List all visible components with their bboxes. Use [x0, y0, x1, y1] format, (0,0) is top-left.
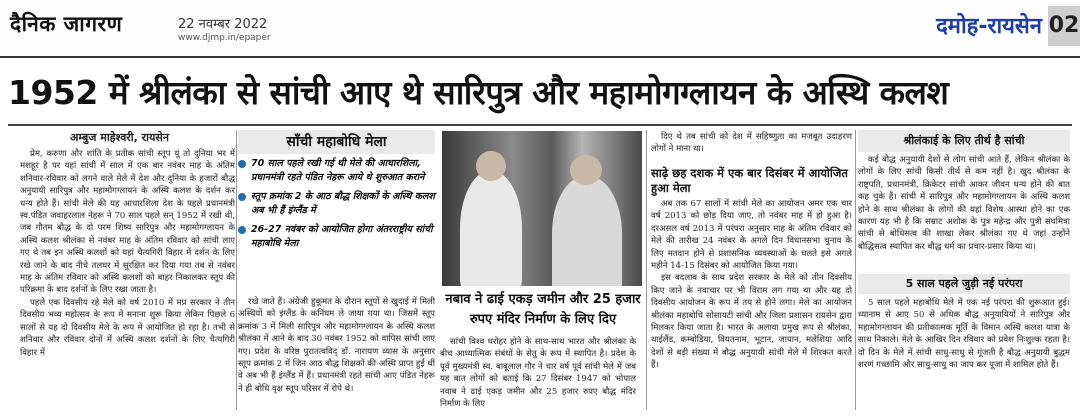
paragraph: पहले एक दिवसीय रहे मेले को वर्ष 2010 में मप्र सरकार ने तीन दिवसीय भव्य महोत्सव के रूप में मनाना शुरू किया लेकिन पिछले 6 सालों से यह दो दिवसीय मेले के रूप में आयोजित हो रहा है। तभी से शनिवार और रविवार दोनों में अस्थि कलश दर्शनों के लिए चैत्यगिरी विहार में — [20, 297, 235, 358]
list-item — [238, 157, 435, 185]
byline: अम्बुज माहेश्वरी, रायसेन — [70, 131, 169, 144]
epaper-url[interactable]: www.djmp.in/epaper — [178, 33, 271, 43]
paragraph: रखे जाते हैं। अंग्रेजी हुकूमत के दौरान स्तूपों से खुदाई में मिली अस्थियों को इंग्लैंड के कनिंघम ले जाया गया था। जिसमें स्तूप क्रमांक 3 में मिली सारिपुत्र और महामोगग्लायन के अस्थि कलश श्रीलंका में आने के बाद 30 नवंबर 1952 को वापिस सांची लाए गए। प्रदेश के वरिष्ठ पुरातत्वविद् डॉ. नारायण व्यास के अनुसार स्तूप क्रमांक 2 में जिन आठ बौद्ध शिक्षकों की अस्थि प्राप्त हुईं थीं वे अब भी हैं इंग्लैंड में हैं। प्रधानमंत्री रहते सांची आए पंडित नेहरू ने ही बोधि वृक्ष स्तूप परिसर में रोपे थे। — [238, 297, 435, 394]
news-photo — [442, 131, 642, 286]
column-divider — [855, 130, 856, 410]
headline-divider — [8, 124, 1072, 126]
article-column-1 — [20, 148, 235, 410]
list-item — [238, 190, 435, 218]
article-column-5 — [858, 154, 1070, 268]
sidebar-box-title: साँची महाबोधि मेला — [238, 130, 435, 154]
article-headline: 1952 में श्रीलंका से सांची आए थे सारिपुत्र और महामोगग्लायन के अस्थि कलश — [8, 73, 949, 112]
list-item — [238, 223, 435, 251]
photo-figure — [460, 171, 522, 286]
subheading: साढ़े छह दशक में एक बार दिसंबर में आयोजित हुआ मेला — [651, 166, 848, 195]
bullet-text: स्तूप क्रमांक 2 के आठ बौद्ध शिक्षकों के अस्थि कलश अब भी हैं इंग्लैंड में — [251, 191, 435, 216]
paragraph: कई बौद्ध अनुयायी देशों से लोग सांची आते हैं, लेकिन श्रीलंका के लोगों के लिए सांची किसी तीर्थ से कम नहीं है। खुद श्रीलंका के राष्ट्रपति, प्रधानमंत्री, क्रिकेटर सांची आकर जीवन धन्य होने की बात कह चुके हैं। सांची में सारिपुत्र और महामोगग्लायन के अस्थि कलश होने के साथ श्रीलंका के लोगों की यहां विशेष आस्था होने का एक कारण यह भी है कि सम्राट अशोक के पुत्र महेन्द्र और पुत्री संघमित्रा सांची से बोधिसत्व की शाखा लेकर श्रीलंका गए थे जहां उन्होंने बौद्धिसत्व स्थापित कर बौद्ध धर्म का प्रचार-प्रसार किया था। — [858, 155, 1070, 252]
bullet-icon — [238, 193, 246, 201]
paragraph: दिए थे तब सांची को देश में सहिष्णुता का मजबूत उदाहरण लोगों ने माना था। — [651, 132, 852, 155]
column-divider — [646, 130, 647, 410]
photo-figure — [552, 176, 622, 286]
edition-name: दमोह-रायसेन — [936, 14, 1042, 39]
right-box-title: श्रीलंकाई के लिए तीर्थ है सांची — [858, 130, 1070, 152]
paragraph: इस बदलाव के साथ प्रदेश सरकार के मेले को तीन दिवसीय किए जाने के नवाचार पर भी विराम लग गया था और यह दो दिवसीय आयोजन के रूप में तय से होने लगा। मेले का आयोजन श्रीलंका महाबोधि सोसायटी सांची और जिला प्रशासन रायसेन द्वारा मिलकर किया जाता है। भारत के अलावा प्रमुख रूप से श्रीलंका, थाईलैंड, कम्बोडिया, वियतनाम, भूटान, जापान, मलेशिया आदि देशों से बड़ी संख्या में बौद्ध अनुयायी सांची मेले में शिरकत करते हैं। — [651, 273, 852, 371]
masthead: दैनिक जागरण — [10, 12, 123, 36]
page-header — [0, 0, 1080, 58]
article-column-3 — [440, 336, 636, 410]
column-divider — [236, 130, 237, 410]
right-box-title-2: 5 साल पहले जुड़ी नई परंपरा — [858, 274, 1070, 294]
paragraph: अब तक 67 सालों में सांची मेले का आयोजन अमर एक चार वर्ष 2013 को छोड़ दिया जाए, तो नवंबर माह में हो हुआ है। दरअसल वर्ष 2013 में परंपरा अनुसार माह के अंतिम रविवार को मेले की तारीख 24 नवंबर के अगले दिन विधानसभा चुनाव के लिए मतदान होने से प्रशासनिक व्यवस्थाओं के चलते इसे अगले महीने 14-15 दिसंबर को आयोजित किया गया। — [651, 199, 852, 272]
article-column-4-top — [651, 131, 852, 167]
bullet-text: 26-27 नवंबर को आयोजित होगा अंतरराष्ट्रीय सांची महाबोधि मेला — [251, 224, 433, 249]
bullet-icon — [238, 226, 246, 234]
article-column-6 — [858, 297, 1070, 410]
photo-caption: नबाव ने ढाई एकड़ जमीन और 25 हजार रुपए मंदिर निर्माण के लिए दिए — [445, 292, 641, 327]
paragraph: सांची विश्व धरोहर होने के साथ-साथ भारत और श्रीलंका के बीच आध्यात्मिक संबंधों के सेतु के रूप में स्थापित है। प्रदेश के पूर्व मुख्यमंत्री स्व. बाबूलाल गौर ने चार वर्ष पूर्व सांची मेले में जब यह बात लोगों को बताई कि 27 दिसंबर 1947 को भोपाल नवाब ने ढाई एकड़ जमीन और 25 हजार रुपए बौद्ध मंदिर निर्माण के लिए — [440, 337, 636, 410]
paragraph: प्रेम, करुणा और शांति के प्रतीक सांची स्तूप यूं तो दुनिया भर में मशहूर है पर यहां सांची में साल में एक बार नवंबर माह के अंतिम शनिवार-रविवार को लगने वाले मेले में देश और दुनिया के हजारों बौद्ध अनुयायी सारिपुत्र और महामोगग्लायन के अस्थि कलश के दर्शन कर धन्य होते हैं। सांची मेले की यह आधारशिला देश के पहले प्रधानमंत्री स्व.पंडित जवाहरलाल नेहरू ने 70 साल पहले सन् 1952 में रखी थी, जब गौतम बौद्ध के दो परम शिष्य सारिपुत्र और महामोगग्लायन के अस्थि कलश श्रीलंका से नवंबर माह के अंतिम रविवार को सांची लाए गए थे तब इन अस्थि कलशों को यहां चैत्यगिरी विहार में दर्शन के लिए रखे जाने के बाद नीचे तलघर में सुरक्षित कर दिया गया तब से नवंबर माह के अंतिम रविवार को अस्थि कलशों को बाहर निकालकर स्तूप की परिक्रमा के बाद दर्शनों के लिए रखा जाता है। — [20, 149, 235, 296]
bullet-text: 70 साल पहले रखी गई थी मेले की आधारशिला, प्रधानमंत्री रहते पंडित नेहरू आये थे शुरुआत कराने — [251, 158, 425, 183]
article-column-2 — [238, 296, 435, 410]
page-number: 02 — [1048, 6, 1080, 46]
bullet-icon — [238, 160, 246, 168]
article-column-4 — [651, 198, 852, 410]
paragraph: 5 साल पहले महाबोधि मेले में एक नई परंपरा की शुरूआत हुई। ध्यानाम से आए 50 से अधिक बौद्ध अनुयायियों ने सारिपुत्र और महामोगग्लायन की प्रतीकात्मक मूर्ति के विमान अस्थि कलश यात्रा के साथ निकाले। मेले के आखिर दिन रविवार को प्रवेश निःशुल्क रहता है। दो दिन के मेले में सांची साधु-साधु से गूंजती है बौद्ध अनुयायी बुद्धम शरणं गच्छामि और साधु-साधु का जाप कर पूजा में शामिल होते हैं। — [858, 298, 1070, 371]
photo-figure — [476, 151, 506, 181]
issue-date: 22 नवम्बर 2022 — [178, 17, 268, 32]
sidebar-bullet-list — [238, 157, 435, 291]
photo-figure — [570, 155, 602, 185]
